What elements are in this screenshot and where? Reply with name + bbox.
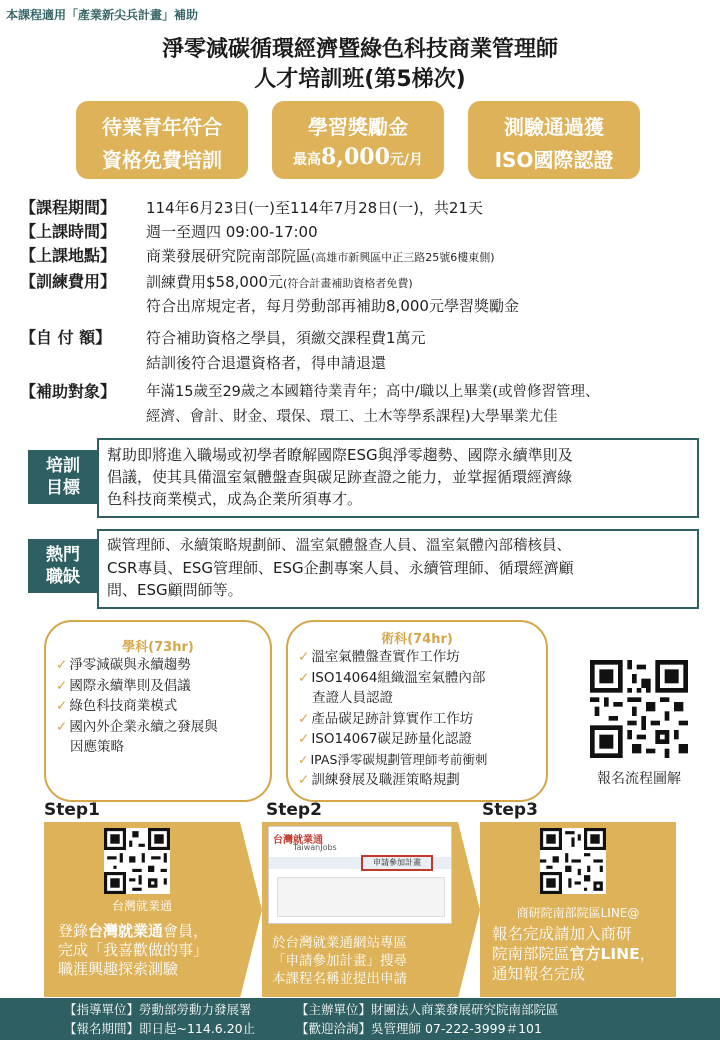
badge-suffix: 元/月: [389, 152, 423, 168]
step-text-part: 登錄: [58, 922, 89, 940]
practice-item: ISO14067碳足跡量化認證: [311, 731, 472, 747]
theory-item: 綠色科技商業模式: [69, 698, 178, 714]
practice-oval: [286, 620, 548, 802]
step1-qr-code[interactable]: [104, 828, 170, 894]
fee-note: (符合計畫補助資格者免費): [283, 277, 413, 290]
goal-text: 色科技商業模式，成為企業所須專才。: [107, 490, 363, 508]
info-value: [146, 244, 720, 270]
jobs-text: 碳管理師、永續策略規劃師、溫室氣體盤查人員、溫室氣體內部稽核員、: [107, 538, 571, 554]
goal-label-line: 目標: [46, 478, 80, 498]
badge-line: 學習獎勵金: [308, 115, 408, 139]
flow-caption: 報名流程圖解: [597, 771, 681, 787]
badge-free-training: [76, 101, 248, 179]
info-value: [146, 270, 720, 296]
info-label: 【補助對象】: [20, 382, 117, 401]
check-icon: ✓: [56, 657, 68, 673]
practice-item: 溫室氣體盤查實作工作坊: [311, 649, 460, 665]
step-line: [58, 922, 238, 941]
info-value: 符合出席規定者，每月勞動部再補助8,000元學習獎勵金: [146, 297, 519, 315]
list-item: [298, 668, 546, 689]
info-value: 符合補助資格之學員，須繳交課程費1萬元: [146, 329, 426, 347]
footer-guide: 【指導單位】勞動部勞動力發展署: [64, 1002, 252, 1017]
jobs-label-line: 熱門: [46, 545, 80, 565]
goal-box: [97, 438, 699, 518]
badge-line: 資格免費培訓: [102, 148, 222, 172]
step-line: 職涯興趣探索測驗: [58, 960, 179, 978]
goal-label-line: 培訓: [46, 456, 80, 476]
step-text-part: ，: [639, 945, 656, 963]
step-line: 「申請參加計畫」搜尋: [272, 953, 407, 969]
practice-item: IPAS淨零碳規劃管理師考前衝刺: [310, 751, 488, 767]
qr-code-icon: [540, 828, 606, 894]
theory-item: 國際永續準則及倡議: [69, 677, 191, 694]
arrow-right-icon: [240, 822, 262, 998]
step-text-part: 院南部院區: [492, 945, 570, 963]
location-address: (高雄市新興區中正三路25號6樓東側): [311, 251, 495, 264]
check-icon: ✓: [298, 751, 309, 767]
check-icon: ✓: [56, 718, 68, 735]
theory-list: [46, 655, 270, 758]
list-item: [298, 729, 546, 750]
check-icon: ✓: [298, 710, 310, 727]
badge-amount: 8,000: [320, 144, 390, 170]
list-item: [56, 655, 270, 676]
list-item: [56, 737, 270, 758]
practice-item: 產品碳足跡計算實作工作坊: [311, 710, 474, 727]
footer-period: 【報名期間】即日起~114.6.20止: [64, 1021, 256, 1036]
info-label: 【訓練費用】: [20, 272, 117, 291]
step3-qr-code[interactable]: [540, 828, 606, 894]
info-value: 114年6月23日(一)至114年7月28日(一)，共21天: [146, 199, 484, 217]
step-line: [492, 944, 676, 964]
info-label: 【上課地點】: [20, 246, 117, 265]
list-item: [298, 770, 546, 791]
location-name: 商業發展研究院南部院區: [146, 247, 312, 265]
list-item: [298, 647, 546, 668]
step-line: 於台灣就業通網站專區: [272, 935, 407, 951]
step-text-part: 會員，: [163, 922, 209, 940]
goal-text: 倡議，使其具備溫室氣體盤查與碳足跡查證之能力，並掌握循環經濟綠: [107, 468, 573, 486]
check-icon: ✓: [298, 649, 310, 665]
step-line: 通知報名完成: [492, 965, 586, 983]
step1-text: [58, 922, 238, 979]
footer-row: [64, 1000, 720, 1019]
step2-label: Step2: [266, 800, 322, 820]
practice-title: 術科(74hr): [381, 632, 453, 647]
goal-text: 幫助即將進入職場或初學者瞭解國際ESG與淨零趨勢、國際永續準則及: [107, 446, 573, 464]
check-icon: ✓: [298, 731, 310, 747]
theory-item: 淨零減碳與永續趨勢: [69, 657, 191, 673]
practice-item: 訓練發展及職涯策略規劃: [311, 772, 460, 788]
badge-iso: [468, 101, 640, 179]
badge-line: 待業青年符合: [102, 115, 222, 139]
badge-line: 測驗通過獲: [504, 115, 604, 139]
footer-host: 【主辦單位】財團法人商業發展研究院南部院區: [296, 1002, 559, 1017]
apply-tab[interactable]: 申請參加計畫: [361, 855, 433, 871]
list-item: [56, 717, 270, 738]
theory-title: 學科(73hr): [122, 640, 194, 655]
theory-item: 因應策略: [70, 739, 124, 755]
taiwanjobs-screenshot: [268, 826, 452, 924]
practice-list: [288, 647, 546, 791]
page-subtitle: 人才培訓班(第5梯次): [254, 67, 466, 92]
check-icon: ✓: [298, 772, 310, 788]
theory-item: 國內外企業永續之發展與: [69, 718, 218, 735]
footer-contact[interactable]: 【歡迎洽詢】吳管理師 07-222-3999＃101: [296, 1021, 542, 1036]
info-label: 【上課時間】: [20, 222, 117, 241]
step1-label: Step1: [44, 800, 100, 820]
check-icon: ✓: [56, 698, 68, 714]
info-value: 週一至週四 09:00-17:00: [146, 223, 318, 241]
info-value: 結訓後符合退還資格者，得申請退還: [146, 354, 387, 372]
step1-qr-caption: 台灣就業通: [111, 899, 172, 913]
check-icon: ✓: [298, 669, 310, 686]
step2-text: [272, 934, 458, 988]
goal-label: [28, 450, 98, 504]
practice-item: ISO14064組織溫室氣體內部: [311, 669, 486, 686]
practice-item: 查證人員認證: [312, 690, 393, 706]
info-value: 經濟、會計、財金、環保、環工、土木等學系課程)大學畢業尤佳: [146, 409, 558, 425]
badge-line: [272, 144, 444, 170]
badge-stipend: [272, 101, 444, 179]
footer-row: [64, 1019, 720, 1038]
step-text-bold: 官方LINE: [569, 945, 640, 963]
page-title: 淨零減碳循環經濟暨綠色科技商業管理師: [161, 37, 558, 62]
badge-prefix: 最高: [292, 152, 321, 168]
subsidy-note: 本課程適用「產業新尖兵計畫」補助: [6, 8, 199, 22]
badge-line: ISO國際認證: [494, 148, 614, 172]
qr-code-icon: [104, 828, 170, 894]
footer: [0, 998, 720, 1040]
jobs-label: [28, 539, 98, 593]
list-item: [298, 688, 546, 709]
site-name-en: TaiwanJobs: [293, 843, 337, 852]
qr-code-icon: [590, 660, 688, 758]
info-label: 【課程期間】: [20, 198, 117, 217]
arrow-right-icon: [458, 822, 480, 998]
list-item: [56, 676, 270, 697]
jobs-box: [97, 529, 699, 609]
step3-text: [492, 924, 676, 984]
list-item: [298, 709, 546, 730]
list-item: [56, 696, 270, 717]
fee-amount: 訓練費用$58,000元: [146, 273, 284, 291]
step-line: 報名完成請加入商研: [492, 925, 632, 943]
info-label: 【自 付 額】: [20, 328, 112, 347]
list-item: [298, 750, 546, 771]
theory-oval: [44, 620, 272, 802]
site-content: [277, 877, 445, 917]
jobs-label-line: 職缺: [46, 567, 80, 587]
jobs-text: 問、ESG顧問師等。: [107, 581, 243, 599]
step3-label: Step3: [482, 800, 538, 820]
flow-qr-code[interactable]: [590, 660, 688, 758]
step-line: 完成「我喜歡做的事」: [58, 941, 209, 959]
jobs-text: CSR專員、ESG管理師、ESG企劃專案人員、永續管理師、循環經濟顧: [107, 559, 574, 577]
check-icon: ✓: [56, 677, 68, 694]
step-text-bold: 台灣就業通: [88, 922, 164, 940]
site-name: 台灣就業通: [273, 835, 323, 846]
step-line: 本課程名稱並提出申請: [272, 971, 407, 987]
info-value: 年滿15歲至29歲之本國籍待業青年；高中/職以上畢業(或曾修習管理、: [146, 384, 600, 400]
step3-qr-caption: 商研院南部院區LINE@: [516, 906, 640, 920]
